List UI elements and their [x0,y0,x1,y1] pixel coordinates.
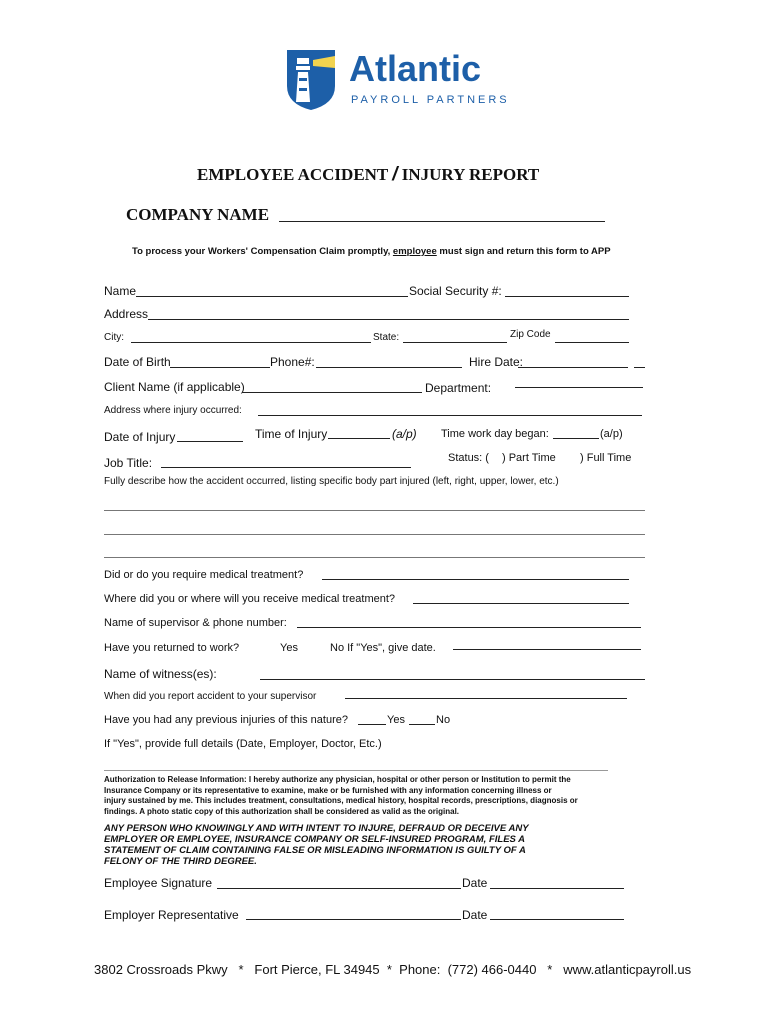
title-part2: INJURY REPORT [401,165,540,184]
company-name-field[interactable] [279,221,605,222]
warning-line-2: EMPLOYER OR EMPLOYEE, INSURANCE COMPANY OR SELF-INSURED PROGRAM, FILES A [104,834,526,845]
dob-field[interactable] [170,367,270,368]
instruction-pre: To process your Workers' Compensation Claim promptly, [132,246,391,257]
prev-no-line[interactable] [409,724,435,725]
warning-line-4: FELONY OF THE THIRD DEGREE. [104,856,257,867]
department-field[interactable] [515,387,643,388]
time-work-began-label: Time work day began: [441,428,549,440]
address-label: Address [104,307,149,321]
instruction-post: must sign and return this form to APP [439,246,611,257]
instruction-emphasis: employee [392,246,437,257]
employer-rep-label: Employer Representative [104,908,239,922]
company-logo [283,46,510,114]
employee-date-label: Date [462,876,488,890]
auth-line-2: Insurance Company or its representative to examine, make or be furnished with any information concerning illness or [104,785,552,795]
ssn-field[interactable] [505,296,629,297]
city-label: City: [104,332,124,343]
job-title-label: Job Title: [104,456,153,470]
page-title [197,164,539,186]
medical-treatment-label: Did or do you require medical treatment? [104,569,304,581]
hire-date-label: Hire Date: [469,355,524,369]
time-of-injury-field[interactable] [328,438,390,439]
date-of-injury-label: Date of Injury [104,430,176,444]
footer-contact: 3802 Crossroads Pkwy * Fort Pierce, FL 34945 * Phone: (772) 466-0440 * www.atlanticpayroll.us [94,962,692,977]
where-treatment-label: Where did you or where will you receive medical treatment? [104,593,396,605]
injury-address-field[interactable] [258,415,642,416]
supervisor-label: Name of supervisor & phone number: [104,617,287,629]
city-field[interactable] [131,342,371,343]
returned-date-field[interactable] [453,649,641,650]
prev-yes-option: Yes [387,714,405,726]
address-field[interactable] [148,319,629,320]
name-field[interactable] [136,296,408,297]
full-time-option[interactable]: ) Full Time [580,452,632,464]
hire-date-extra-line [634,367,645,368]
returned-no-option[interactable]: No If "Yes", give date. [330,642,436,654]
describe-line-1[interactable] [104,510,645,511]
details-field[interactable] [104,770,608,771]
phone-field[interactable] [316,367,462,368]
time-of-injury-ap: (a/p) [392,427,417,441]
employer-date-label: Date [462,908,488,922]
describe-line-3[interactable] [104,557,645,558]
instruction-text [132,246,611,257]
dob-label: Date of Birth [104,355,171,369]
department-label: Department: [425,381,492,395]
reported-field[interactable] [345,698,627,699]
title-part1: EMPLOYEE ACCIDENT [197,165,388,184]
state-field[interactable] [403,342,507,343]
returned-label: Have you returned to work? [104,642,240,654]
time-of-injury-label: Time of Injury [255,427,328,441]
state-label: State: [373,332,400,343]
job-title-field[interactable] [161,467,411,468]
phone-label: Phone#: [270,355,315,369]
employer-rep-field[interactable] [246,919,461,920]
witness-label: Name of witness(es): [104,667,217,681]
warning-line-1: ANY PERSON WHO KNOWINGLY AND WITH INTENT TO INJURE, DEFRAUD OR DECEIVE ANY [104,823,529,834]
status-label: Status: ( [448,452,489,464]
client-name-field[interactable] [242,392,422,393]
part-time-option[interactable]: ) Part Time [502,452,556,464]
injury-address-label: Address where injury occurred: [104,405,242,416]
zip-label: Zip Code [510,329,551,340]
auth-line-3: injury sustained by me. This includes treatment, consultations, medical history, hospital records, prescriptions, diagnosis or [104,796,578,805]
returned-yes-option[interactable]: Yes [280,642,298,654]
logo-tagline: PAYROLL PARTNERS [351,94,510,106]
employer-date-field[interactable] [490,919,624,920]
prev-no-option: No [436,714,451,726]
fraud-warning [104,823,529,867]
details-label: If "Yes", provide full details (Date, Employer, Doctor, Etc.) [104,738,382,750]
company-name-label: COMPANY NAME [126,205,270,224]
describe-label: Fully describe how the accident occurred, listing specific body part injured (left, right, upper, lower, etc.) [104,476,559,487]
previous-injuries-label: Have you had any previous injuries of this nature? [104,714,348,726]
date-of-injury-field[interactable] [177,441,243,442]
medical-treatment-field[interactable] [322,579,629,580]
supervisor-field[interactable] [297,627,641,628]
time-work-began-field[interactable] [553,438,599,439]
title-slash: / [392,164,398,185]
auth-line-1: Authorization to Release Information: I hereby authorize any physician, hospital or other person or Institution to permit the [104,775,571,784]
hire-date-field[interactable] [518,367,628,368]
reported-label: When did you report accident to your supervisor [104,691,317,702]
auth-line-4: findings. A photo static copy of this authorization shall be considered as valid as the original. [104,806,460,816]
authorization-text [104,775,578,817]
client-name-label: Client Name (if applicable) [104,380,245,394]
name-label: Name [104,284,137,298]
logo-name: Atlantic [349,48,482,89]
time-work-began-ap: (a/p) [600,428,623,440]
zip-field[interactable] [555,342,629,343]
lighthouse-shield-icon [283,46,339,112]
describe-line-2[interactable] [104,534,645,535]
where-treatment-field[interactable] [413,603,629,604]
witness-field[interactable] [260,679,645,680]
ssn-label: Social Security #: [409,284,502,298]
warning-line-3: STATEMENT OF CLAIM CONTAINING FALSE OR MISLEADING INFORMATION IS GUILTY OF A [104,845,526,856]
employee-date-field[interactable] [490,888,624,889]
employee-signature-field[interactable] [217,888,461,889]
prev-yes-line[interactable] [358,724,386,725]
employee-signature-label: Employee Signature [104,876,213,890]
